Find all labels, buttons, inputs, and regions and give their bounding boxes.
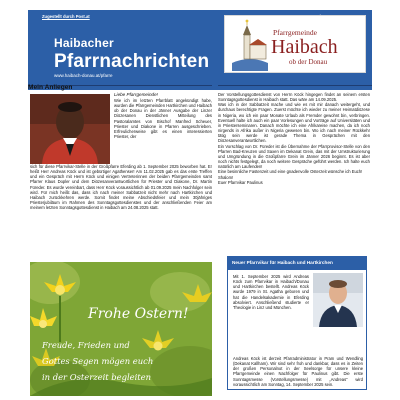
article-column-2 [218,92,370,185]
postal-note[interactable]: Zugestellt durch Post.at [42,14,90,19]
church-logo-icon [228,19,272,71]
col2-paragraph-2: Was ich in der Sabbatzeit mache und wie es mit mir danach weitergeht, und durchaus berechtigte Fragen. Zuerst möchte ich wieder zu meiner Heimatdiözese in Nigeria, wo ich ein paar Monate Urlaub als Fremder gewohnt bin, verbringen. Eventuell halte ich auch ein paar Vorlesungen und Vorträge auf Universitäten und in Priesterseminaren. Danach möchte ich eine Afrikareise machen, da ich noch nirgends in Afrika außer in Nigeria gewesen bin. Wo ich nach meiner Rückkehr tätig sein werde ist gerade Thema in Gesprächen mit den Diözesanverantwortlichen. [218,102,370,144]
person-photo-icon [313,273,363,327]
col2-paragraph-1: Der Vorstellungsgottesdienst von Herrn Köck hingegen findet an seinem ersten Sonntagsgottesdienst in Haibach statt. Das wäre am 14.09.2025. [218,92,370,103]
parish-logo [224,15,366,73]
heading-rule-right [218,85,372,86]
title-line-1: Haibacher [54,36,114,50]
article-text-wrap: Wie ich im letzten Pfarrblatt angekündigt habe, wurden die Pfarrgemeinden Hartkirchen und Haibach ob der Donau in der Jänner Ausgabe der Linzer Diözesanen Dienstlichen Mitteilung des Pastoralamtes von Bischof Manfred Scheuer, Priester und Diakone in Pfarren ausgeschrieben. Erfreulicherweise gibt es einen interessierten Priester, der [114,98,212,140]
website-link[interactable]: www.haibach-donau.at/pfarre [54,73,113,78]
easter-heading: Frohe Ostern! [88,306,189,322]
box-title: Neuer Pfarrvikar für Haibach und Hartkirchen [232,260,333,265]
salutation: Liebe Pfarrgemeinde! [114,92,158,97]
priest-portrait [30,94,110,164]
newsletter-page [28,0,372,400]
logo-text-3: ob der Donau [289,58,328,66]
box-text-1: Mit 1. September 2025 wird Andreas Köck zum Pfarrvikar in Haibach/Donau und Hartkirchen bestellt. Andreas Köck wurde 1979 in St. Agatha geboren und hat die Handelsakademie in Eferding absolviert. Anschließend studierte er Theologie in Linz und München. [233,274,309,310]
col2-paragraph-4: Eine besinnliche Fastenzeit und eine gnadenvolle Osterzeit wünsche ich Euch! [218,169,363,175]
col2-shalom: Shalom! [218,174,234,180]
easter-greeting-card [30,262,212,396]
new-priest-photo [313,273,363,327]
title-line-2: Pfarrnachrichten [54,51,210,72]
easter-line-3: in der Osterzeit begleiten [42,372,151,382]
col2-signature: Euer Pfarrvikar Paulinus [218,179,263,185]
logo-text-2: Haibach [271,36,338,58]
section-heading: Mein Anliegen [28,84,73,91]
easter-line-2: Gottes Segen mögen euch [42,356,154,366]
priest-photo-icon [30,94,110,164]
col2-paragraph-3: Ein Vorschlag von Dr. Füreder ist die Übernahme der Pfarrprovisor-Stelle von den Pfarren Bad-Kreuzen und Saxen im Dekanat Grein, das mit der Umstrukturierung und Umgründung in die Großpfarre Grein im Jänner 2026 beginnt. Es ist aber noch nichts festgelegt, da noch weitere Gespräche geführt werden. Ich halte euch natürlich am Laufenden! [218,143,370,170]
box-header [228,257,366,270]
logo-text-1: Pfarrgemeinde [273,28,318,37]
new-priest-box [227,256,367,390]
article-text-body: sich für diese Pfarrvikar-Stelle in der Großpfarre Eferding ab 1. September 2025 beworben hat. Er heißt Herr Andreas Köck und ist gebürtiger Agathenser! Am 11.02.2025 gab es das erste Treffen und ein Gespräch mit Herrn Köck und einigen Vertreterinnen der beiden Pfarrgemeinden samt Pfarrer Klaus Dopler und dem Diözesanverantwortlichen für Priester und Diakone, Dr. Martin Füreder. Es wurde vereinbart, dass Herr Köck voraussichtlich ab 01.09.2025 mein Nachfolger sein wird. Für mich heißt das, dass ich nach meiner Sabbatzeit nicht mehr nach Hartkirchen und Haibach zurückkehren werde. Somit findet meine Abschiedsfeier und mein 30jähriges Priesterjubiläum im Rahmen des Sonntagsgottesdienstes und der anschließenden Feier am meinem letzten Sonntagsgottesdienst in Haibach am 24.08.2025 statt. [30,164,212,211]
box-text-2: Andreas Köck ist derzeit Pfarradministrator in Pram und Wendling (Dekanat Kallham). Wir sind sehr froh und dankbar, dass es in Zeiten der großen Personalnot in der Seelsorge für unsere kleine Pfarrgemeinde einen Nachfolger für Paulinus gibt. Die erste Sonntagsmesse (Vorstellungsmesse) mit „Andreas“ wird voraussichtlich am Sonntag, 14. September 2025 sein. [233,356,363,387]
easter-line-1: Freude, Frieden und [42,340,130,350]
